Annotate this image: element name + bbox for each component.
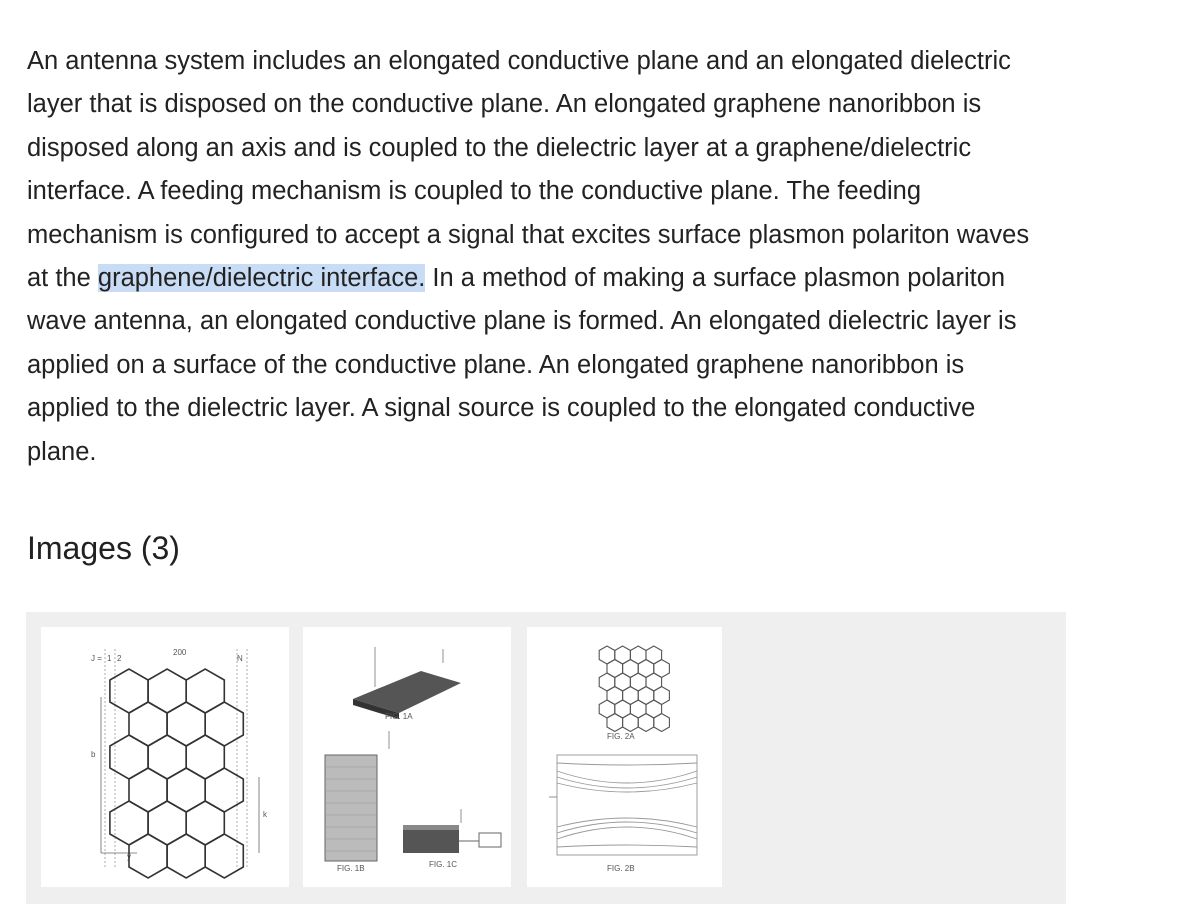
- hexagon-cell: [129, 702, 167, 746]
- abstract-text: [27, 40, 1037, 474]
- hexagon-cell: [148, 669, 186, 713]
- fig-1b-ribbon: [325, 755, 377, 861]
- hexagon-cell: [654, 714, 670, 732]
- band-diagram-drawing: [527, 627, 722, 887]
- label-200: 200: [173, 648, 187, 657]
- hexagon-cell: [205, 702, 243, 746]
- label-2: 2: [117, 654, 122, 663]
- label-y: y: [127, 852, 131, 861]
- fig-2a-label: FIG. 2A: [607, 732, 635, 741]
- images-section-title: Images (3): [27, 530, 180, 566]
- hexagon-cell: [148, 801, 186, 845]
- fig-1c-block: [403, 829, 459, 853]
- antenna-figures-drawing: [303, 627, 511, 887]
- hexagon-cell: [167, 834, 205, 878]
- hexagon-cell: [167, 768, 205, 812]
- hexagon-cell: [129, 768, 167, 812]
- image-gallery: [26, 612, 1066, 904]
- hexagon-cell: [638, 714, 654, 732]
- label-k: k: [263, 810, 267, 819]
- fig-1c-source: [479, 833, 501, 847]
- fig-2b-frame: [557, 755, 697, 855]
- graphene-lattice-drawing: [41, 627, 289, 887]
- hexagon-cell: [607, 714, 623, 732]
- abstract-text-end: In a method of making a surface plasmon polariton wave antenna, an elongated conductive plane is formed. An elongated dielectric layer is applied on a surface of the conductive plane. An elongated graphene nanoribbon is applied to the dielectric layer. A signal source is coupled to the elongated conductive plane.: [27, 264, 1017, 466]
- image-thumbnail-1[interactable]: [41, 627, 289, 887]
- hexagon-cell: [110, 801, 148, 845]
- hexagon-cell: [186, 801, 224, 845]
- fig-2b-label: FIG. 2B: [607, 864, 635, 873]
- hexagon-cell: [129, 834, 167, 878]
- hexagon-cell: [623, 714, 639, 732]
- fig-1b-label: FIG. 1B: [337, 864, 365, 873]
- label-n: N: [237, 654, 243, 663]
- abstract-text-start: An antenna system includes an elongated conductive plane and an elongated dielectric layer that is disposed on the conductive plane. An elongated graphene nanoribbon is disposed along an axis and is coupled to the dielectric layer at a graphene/dielectric interface. A feeding mechanism is coupled to the conductive plane. The feeding mechanism is configured to accept a signal that excites surface plasmon polariton waves at the: [27, 47, 1030, 293]
- hexagon-cell: [167, 702, 205, 746]
- hexagon-cell: [205, 768, 243, 812]
- hexagon-cell: [205, 834, 243, 878]
- label-j: J =: [91, 654, 102, 663]
- fig-1c-label: FIG. 1C: [429, 860, 458, 869]
- hexagon-cell: [148, 735, 186, 779]
- hexagon-cell: [186, 735, 224, 779]
- hexagon-cell: [110, 735, 148, 779]
- label-1: 1: [107, 654, 112, 663]
- hexagon-cell: [186, 669, 224, 713]
- hexagon-cell: [110, 669, 148, 713]
- label-b: b: [91, 750, 96, 759]
- image-thumbnail-3[interactable]: [527, 627, 722, 887]
- highlighted-text: graphene/dielectric interface.: [97, 264, 426, 293]
- image-thumbnail-2[interactable]: [303, 627, 511, 887]
- fig-1a-label: FIG. 1A: [385, 712, 413, 721]
